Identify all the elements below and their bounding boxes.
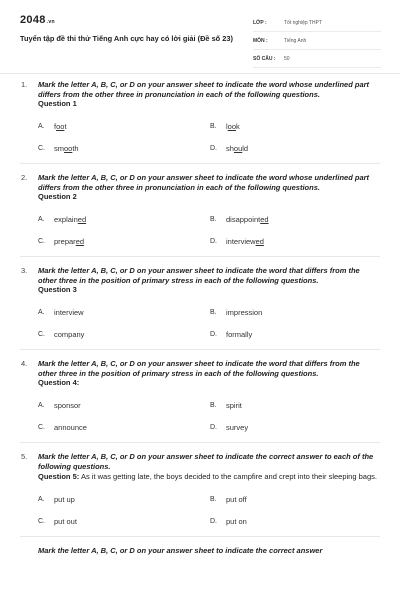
question-spacer	[0, 350, 400, 359]
option-letter: B.	[210, 122, 217, 130]
option-text	[54, 122, 67, 131]
option-text-part: formally	[226, 329, 253, 339]
option-underlined-part: ed	[255, 236, 264, 246]
question-list	[0, 80, 400, 556]
option-underlined-part: ou	[233, 143, 243, 153]
option-letter: D.	[210, 144, 217, 152]
question-number: 4.	[21, 359, 28, 368]
option-text	[54, 495, 75, 504]
question-number: 3.	[21, 266, 28, 275]
answer-option[interactable]	[210, 137, 370, 159]
option-text-part: explain	[54, 214, 78, 224]
answer-option[interactable]	[210, 208, 370, 230]
option-text-part: sponsor	[54, 400, 81, 410]
question-label: Question 4:	[38, 378, 80, 387]
option-text	[54, 308, 84, 317]
document-header	[0, 0, 400, 74]
option-letter: B.	[210, 215, 217, 223]
option-letter: D.	[210, 237, 217, 245]
logo-suffix: .vn	[46, 19, 55, 25]
option-text-part: ld	[242, 143, 249, 153]
option-letter: C.	[38, 330, 45, 338]
question-block	[0, 452, 400, 532]
question-instruction: Mark the letter A, B, C, or D on your answer sheet to indicate the word that differs from the other three in the position of primary stress in each of the following questions.	[38, 266, 360, 285]
question-number: 5.	[21, 452, 28, 461]
option-text-part: th	[72, 143, 79, 153]
option-text	[226, 495, 247, 504]
answer-option[interactable]	[38, 323, 210, 345]
option-text-part: k	[236, 121, 240, 131]
option-text	[226, 122, 240, 131]
option-text-part: sm	[54, 143, 64, 153]
meta-label: SỐ CÂU :	[253, 55, 276, 62]
option-letter: D.	[210, 517, 217, 525]
option-letter: A.	[38, 495, 45, 503]
question-spacer	[0, 537, 400, 546]
question-spacer	[0, 257, 400, 266]
option-text	[226, 215, 269, 224]
question-label: Question 1	[38, 99, 77, 108]
answer-option[interactable]	[210, 510, 370, 532]
option-letter: B.	[210, 401, 217, 409]
answer-option[interactable]	[210, 416, 370, 438]
option-letter: A.	[38, 401, 45, 409]
option-text	[226, 423, 248, 432]
question-stem	[38, 471, 380, 482]
answer-option[interactable]	[38, 510, 210, 532]
question-block	[0, 80, 400, 159]
answer-options	[38, 394, 380, 438]
option-underlined-part: oo	[227, 121, 237, 131]
option-text	[226, 237, 264, 246]
option-text	[54, 330, 84, 339]
answer-option[interactable]	[38, 301, 210, 323]
option-letter: D.	[210, 330, 217, 338]
question-instruction: Mark the letter A, B, C, or D on your answer sheet to indicate the word whose underlined part differs from the other three in pronunciation in each of the following questions.	[38, 80, 370, 99]
option-text-part: company	[54, 329, 85, 339]
option-underlined-part: oo	[64, 143, 73, 153]
option-text-part: sh	[226, 143, 234, 153]
answer-option[interactable]	[38, 137, 210, 159]
meta-value: Tiếng Anh	[284, 37, 307, 44]
answer-option[interactable]	[210, 115, 370, 137]
option-text-part: put off	[226, 494, 247, 504]
option-text-part: put up	[54, 494, 75, 504]
option-letter: C.	[38, 237, 45, 245]
meta-row-count	[253, 50, 381, 68]
answer-option[interactable]	[38, 115, 210, 137]
question-block	[0, 266, 400, 345]
answer-option[interactable]	[210, 394, 370, 416]
answer-option[interactable]	[38, 488, 210, 510]
option-text	[54, 237, 84, 246]
question-spacer	[0, 164, 400, 173]
question-label: Question 5:	[38, 472, 80, 481]
site-logo[interactable]	[20, 14, 55, 26]
option-text-part: interview	[54, 307, 84, 317]
option-text	[226, 517, 247, 526]
meta-label: LỚP :	[253, 19, 267, 26]
question-label: Question 3	[38, 285, 77, 294]
answer-option[interactable]	[38, 416, 210, 438]
option-letter: B.	[210, 495, 217, 503]
option-text-part: spirit	[226, 400, 242, 410]
option-text	[54, 423, 87, 432]
answer-options	[38, 208, 380, 252]
answer-option[interactable]	[38, 394, 210, 416]
question-spacer	[0, 443, 400, 452]
option-text	[226, 401, 242, 410]
logo-text: 2048	[20, 14, 46, 26]
question-block	[0, 359, 400, 438]
meta-label: MÔN :	[253, 37, 268, 44]
answer-option[interactable]	[210, 230, 370, 252]
option-letter: D.	[210, 423, 217, 431]
question-block	[0, 173, 400, 252]
option-text-part: survey	[226, 422, 249, 432]
option-text-part: announce	[54, 422, 87, 432]
option-text	[226, 144, 248, 153]
option-letter: B.	[210, 308, 217, 316]
answer-option[interactable]	[38, 208, 210, 230]
question-label: Question 2	[38, 192, 77, 201]
answer-options	[38, 488, 380, 532]
option-text	[54, 215, 86, 224]
document-title: Tuyển tập đề thi thử Tiếng Anh cực hay có lời giải (Đề số 23)	[20, 34, 233, 43]
answer-option[interactable]	[210, 301, 370, 323]
option-letter: A.	[38, 122, 45, 130]
option-letter: C.	[38, 517, 45, 525]
option-text	[226, 330, 252, 339]
question-instruction: Mark the letter A, B, C, or D on your answer sheet to indicate the word that differs from the other three in the position of primary stress in each of the following questions.	[38, 359, 360, 378]
option-text-part: put out	[54, 516, 77, 526]
question-number: 1.	[21, 80, 28, 89]
option-text	[54, 144, 79, 153]
answer-option[interactable]	[210, 323, 370, 345]
question-stem-text: As it was getting late, the boys decided to the campfire and crept into their sleeping bags.	[80, 472, 377, 481]
option-text	[226, 308, 262, 317]
option-letter: A.	[38, 215, 45, 223]
option-underlined-part: ed	[77, 214, 87, 224]
option-text-part: interview	[226, 236, 256, 246]
meta-value: 50	[284, 55, 290, 62]
option-text-part: disappoint	[226, 214, 261, 224]
option-underlined-part: oo	[56, 121, 65, 131]
meta-value: Tốt nghiệp THPT	[284, 19, 322, 26]
option-text-part: put on	[226, 516, 247, 526]
question-instruction: Mark the letter A, B, C, or D on your answer sheet to indicate the correct answer to each of the following questions.	[38, 452, 374, 471]
option-text-part: prepar	[54, 236, 76, 246]
question-number: 2.	[21, 173, 28, 182]
option-underlined-part: ed	[75, 236, 85, 246]
option-letter: C.	[38, 423, 45, 431]
meta-row-subject	[253, 32, 381, 50]
option-underlined-part: ed	[260, 214, 269, 224]
answer-option[interactable]	[210, 488, 370, 510]
question-block-partial	[0, 546, 400, 556]
option-text-part: impression	[226, 307, 263, 317]
option-letter: C.	[38, 144, 45, 152]
question-instruction: Mark the letter A, B, C, or D on your answer sheet to indicate the word whose underlined part differs from the other three in pronunciation in each of the following questions.	[38, 173, 370, 192]
meta-row-class	[253, 14, 381, 32]
answer-options	[38, 115, 380, 159]
option-letter: A.	[38, 308, 45, 316]
option-text	[54, 401, 81, 410]
document-meta	[253, 14, 381, 68]
option-text	[54, 517, 77, 526]
option-text-part: l	[226, 121, 228, 131]
question-instruction: Mark the letter A, B, C, or D on your answer sheet to indicate the correct answer	[38, 546, 323, 555]
option-text-part: f	[54, 121, 57, 131]
option-text-part: t	[64, 121, 67, 131]
answer-option[interactable]	[38, 230, 210, 252]
answer-options	[38, 301, 380, 345]
